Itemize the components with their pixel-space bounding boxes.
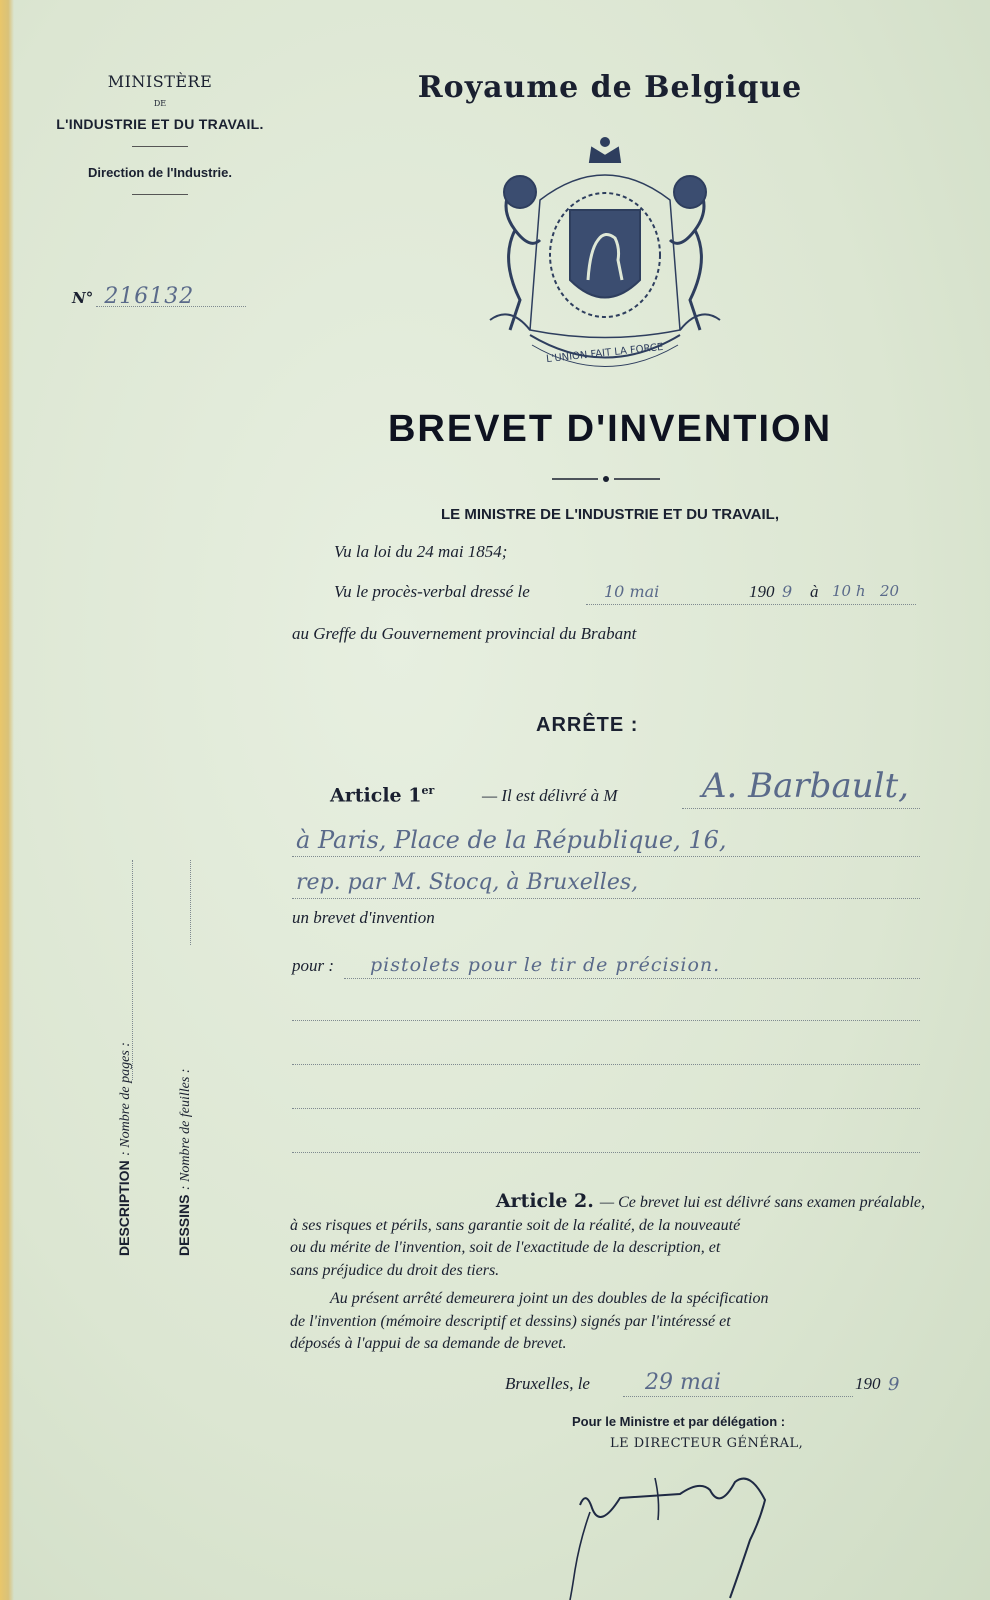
minister-line: LE MINISTRE DE L'INDUSTRIE ET DU TRAVAIL,	[440, 506, 779, 523]
recipient-name: A. Barbault,	[702, 766, 909, 806]
motto-text: L'UNION FAIT LA FORCE	[545, 341, 664, 366]
margin-dessins	[176, 1069, 194, 1257]
kingdom-title: Royaume de Belgique	[417, 70, 803, 105]
direction-divider	[132, 194, 188, 195]
pour-underline	[344, 978, 920, 979]
proces-underline	[586, 604, 916, 605]
belgian-coat-of-arms-icon	[470, 130, 740, 390]
delegation-line: Pour le Ministre et par délégation :	[572, 1414, 786, 1429]
hour-min: 20	[880, 582, 900, 600]
hour-value: 10 h	[832, 582, 866, 600]
article2-text1: — Ce brevet lui est délivré sans examen préalable,	[599, 1194, 925, 1211]
patent-number	[72, 284, 252, 308]
ministry-block	[40, 72, 280, 195]
law-line: Vu la loi du 24 mai 1854;	[334, 542, 508, 561]
signature	[560, 1460, 800, 1600]
year-prefix: 190	[749, 582, 775, 601]
description-bold: DESCRIPTION	[116, 1160, 132, 1256]
article2-text4: sans préjudice du droit des tiers.	[290, 1261, 500, 1279]
rep-line: rep. par M. Stocq, à Bruxelles,	[296, 870, 639, 895]
signature-scribble	[560, 1460, 800, 1600]
proces-date: 10 mai	[604, 582, 660, 601]
number-value: 216132	[104, 284, 195, 309]
address-line: à Paris, Place de la République, 16,	[296, 826, 727, 854]
article1-line2	[292, 856, 920, 857]
article2-line1	[290, 1190, 925, 1215]
article1-label-text: Article 1	[330, 784, 422, 807]
proces-verbal-line	[334, 582, 930, 610]
coat-of-arms	[470, 130, 740, 390]
blank-line-1	[292, 1020, 920, 1021]
number-label: N°	[72, 289, 94, 307]
page-edge	[0, 0, 14, 1600]
brevet-line: un brevet d'invention	[292, 908, 435, 927]
invention-title: pistolets pour le tir de précision.	[370, 954, 721, 976]
article1-label-sup: er	[421, 784, 435, 797]
article1	[292, 766, 922, 996]
greffe-line: au Greffe du Gouvernement provincial du Brabant	[292, 624, 637, 643]
article1-label	[330, 784, 434, 806]
number-underline	[96, 306, 246, 307]
dessins-bold: DESSINS	[176, 1194, 192, 1256]
arrete-heading: ARRÊTE :	[536, 714, 639, 736]
pour-label: pour :	[292, 956, 335, 975]
blank-line-4	[292, 1152, 920, 1153]
ministry-de: DE	[153, 99, 167, 108]
direction-label: Direction de l'Industrie.	[88, 165, 232, 180]
at-label: à	[810, 582, 819, 601]
description-ital: : Nombre de pages :	[118, 1042, 133, 1156]
blank-line-2	[292, 1064, 920, 1065]
director-line: LE DIRECTEUR GÉNÉRAL,	[610, 1436, 804, 1451]
article2-p2-3: déposés à l'appui de sa demande de brevet.	[290, 1335, 567, 1352]
margin-description-rule	[132, 860, 133, 1080]
article1-line3	[292, 898, 920, 899]
article2-text3: ou du mérite de l'invention, soit de l'exactitude de la description, et	[290, 1239, 721, 1256]
article1-line1	[682, 808, 920, 809]
heading-ornament	[552, 468, 660, 476]
article2-text2: à ses risques et périls, sans garantie soit de la réalité, de la nouveauté	[290, 1216, 741, 1234]
document-heading: BREVET D'INVENTION	[387, 408, 833, 450]
dessins-ital: : Nombre de feuilles :	[178, 1068, 193, 1191]
ministry-divider	[132, 146, 188, 147]
year-digit: 9	[782, 582, 793, 601]
proces-prefix: Vu le procès-verbal dressé le	[334, 582, 530, 601]
closing-year-prefix: 190	[855, 1374, 881, 1393]
article1-text: — Il est délivré à M	[482, 786, 618, 805]
ministry-line2: L'INDUSTRIE ET DU TRAVAIL.	[56, 116, 264, 132]
closing-date: 29 mai	[645, 1370, 722, 1395]
article2-label: Article 2.	[495, 1190, 594, 1212]
article2-p2-2: de l'invention (mémoire descriptif et dessins) signés par l'intéressé et	[290, 1312, 731, 1330]
blank-line-3	[292, 1108, 920, 1109]
article2	[290, 1190, 925, 1356]
ministry-line1: MINISTÈRE	[107, 72, 213, 91]
closing-date-line	[505, 1370, 925, 1404]
closing-year-digit: 9	[888, 1374, 900, 1395]
closing-place: Bruxelles, le	[505, 1374, 590, 1393]
closing-underline	[623, 1396, 853, 1397]
article2-p2-1: Au présent arrêté demeurera joint un des doubles de la spécification	[330, 1290, 769, 1307]
margin-dessins-rule	[190, 860, 191, 945]
